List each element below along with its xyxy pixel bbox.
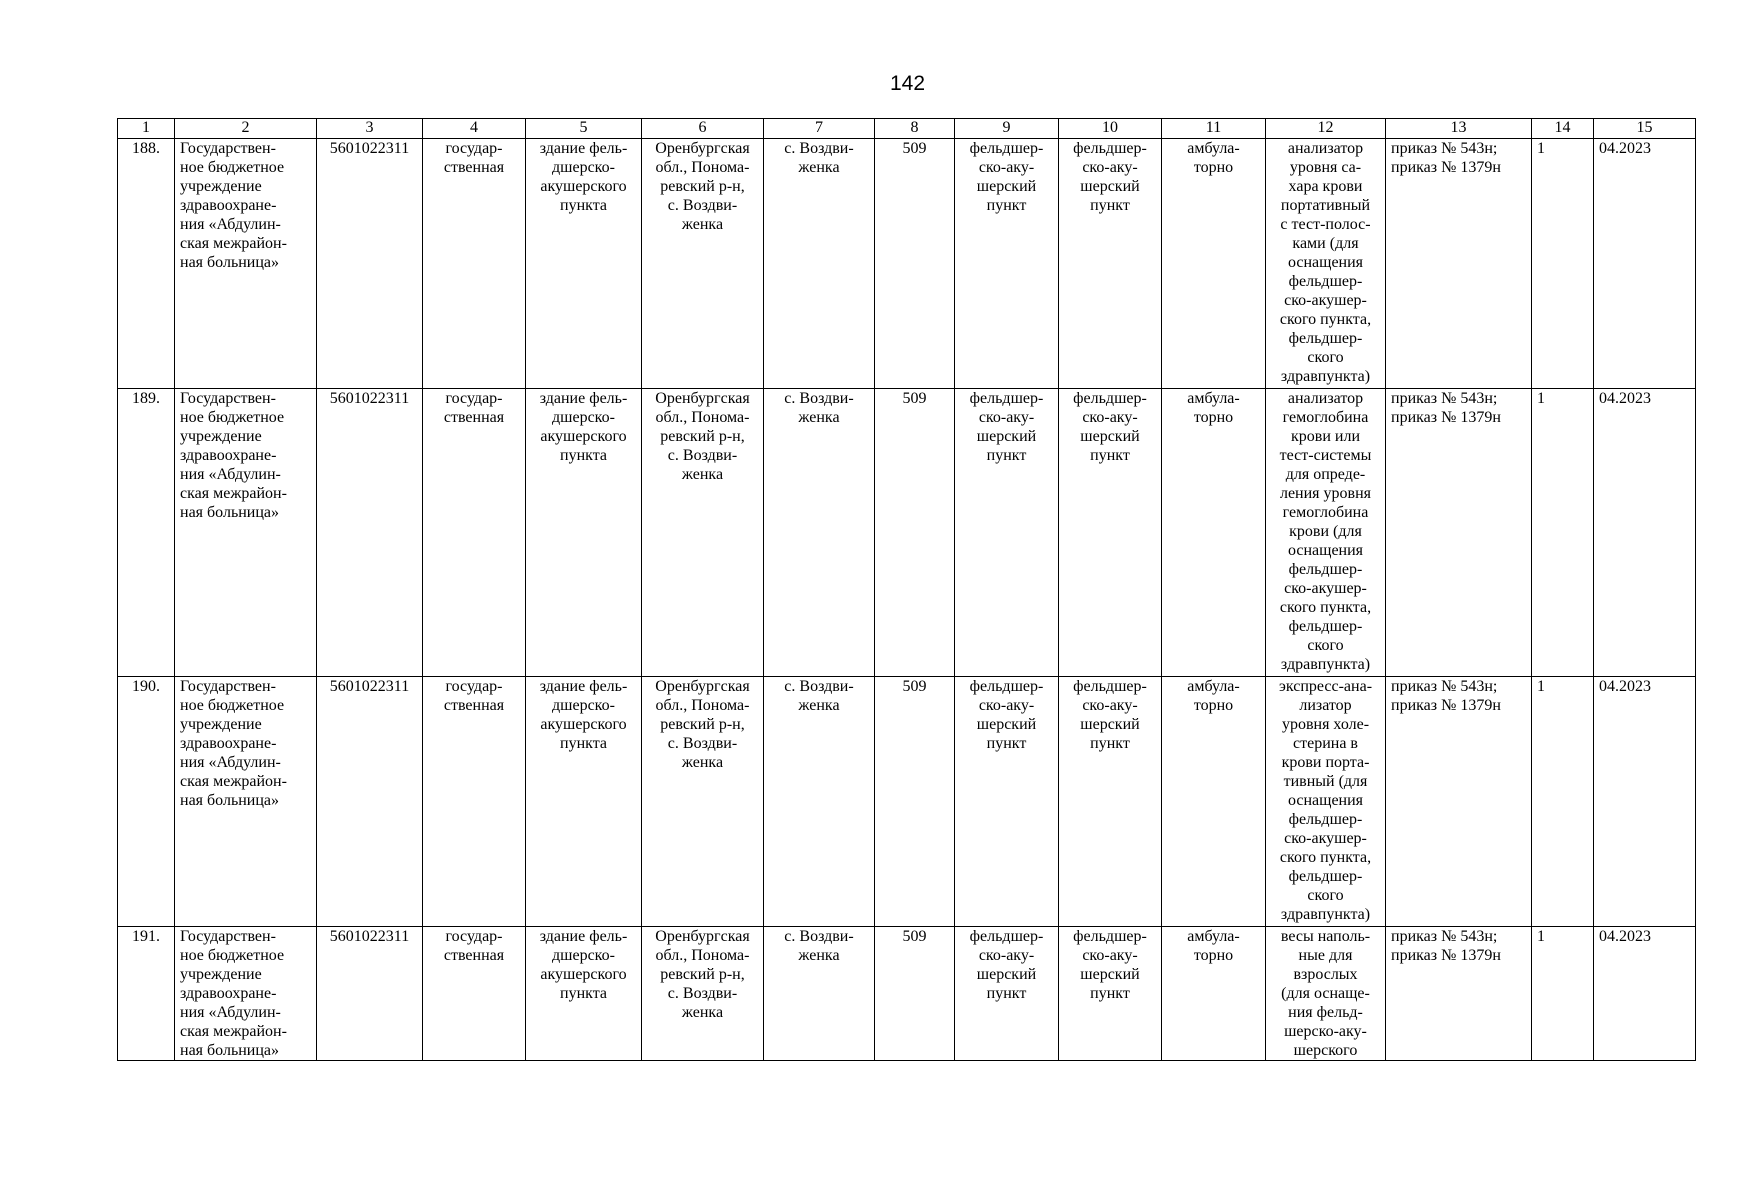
care-conditions: амбула- торно (1162, 389, 1266, 677)
address: Оренбургская обл., Понома- ревский р-н, с. Воздви- женка (642, 677, 764, 927)
building: здание фель- дшерско- акушерского пункта (526, 389, 642, 677)
table-row (118, 677, 1696, 927)
table-row (118, 389, 1696, 677)
organization-name: Государствен- ное бюджетное учреждение здравоохране- ния «Абдулин- ская межрайон- ная больница» (175, 677, 317, 927)
page-number: 142 (889, 72, 926, 95)
date: 04.2023 (1594, 139, 1696, 389)
col-header-1: 1 (118, 119, 175, 139)
ownership-form: государ- ственная (423, 677, 526, 927)
unit: фельдшер- ско-аку- шерский пункт (1059, 389, 1162, 677)
quantity: 1 (1532, 927, 1594, 1061)
building: здание фель- дшерско- акушерского пункта (526, 927, 642, 1061)
table-header (118, 119, 1696, 139)
locality: с. Воздви- женка (764, 389, 875, 677)
col-header-14: 14 (1532, 119, 1594, 139)
code: 509 (875, 389, 955, 677)
col-header-5: 5 (526, 119, 642, 139)
table-row (118, 139, 1696, 389)
registry-table (117, 118, 1696, 1061)
order: приказ № 543н; приказ № 1379н (1386, 677, 1532, 927)
inn: 5601022311 (317, 389, 423, 677)
quantity: 1 (1532, 389, 1594, 677)
inn: 5601022311 (317, 139, 423, 389)
col-header-9: 9 (955, 119, 1059, 139)
row-number: 190. (118, 677, 175, 927)
ownership-form: государ- ственная (423, 927, 526, 1061)
col-header-7: 7 (764, 119, 875, 139)
ownership-form: государ- ственная (423, 139, 526, 389)
order: приказ № 543н; приказ № 1379н (1386, 389, 1532, 677)
organization-name: Государствен- ное бюджетное учреждение здравоохране- ния «Абдулин- ская межрайон- ная больница» (175, 927, 317, 1061)
col-header-8: 8 (875, 119, 955, 139)
organization-name: Государствен- ное бюджетное учреждение здравоохране- ния «Абдулин- ская межрайон- ная больница» (175, 139, 317, 389)
col-header-15: 15 (1594, 119, 1696, 139)
unit: фельдшер- ско-аку- шерский пункт (1059, 927, 1162, 1061)
quantity: 1 (1532, 677, 1594, 927)
care-conditions: амбула- торно (1162, 677, 1266, 927)
equipment: анализатор уровня са- хара крови портативный с тест-полос- ками (для оснащения фельдшер- ско-акушер- ского пункта, фельдшер- ского здравпункта) (1266, 139, 1386, 389)
col-header-6: 6 (642, 119, 764, 139)
row-number: 191. (118, 927, 175, 1061)
order: приказ № 543н; приказ № 1379н (1386, 139, 1532, 389)
date: 04.2023 (1594, 927, 1696, 1061)
code: 509 (875, 139, 955, 389)
row-number: 189. (118, 389, 175, 677)
care-conditions: амбула- торно (1162, 927, 1266, 1061)
date: 04.2023 (1594, 389, 1696, 677)
code: 509 (875, 677, 955, 927)
unit: фельдшер- ско-аку- шерский пункт (1059, 677, 1162, 927)
equipment: экспресс-ана- лизатор уровня холе- стерина в крови порта- тивный (для оснащения фельдшер- ско-акушер- ского пункта, фельдшер- ского здравпункта) (1266, 677, 1386, 927)
unit-type: фельдшер- ско-аку- шерский пункт (955, 677, 1059, 927)
locality: с. Воздви- женка (764, 927, 875, 1061)
building: здание фель- дшерско- акушерского пункта (526, 139, 642, 389)
locality: с. Воздви- женка (764, 139, 875, 389)
equipment: анализатор гемоглобина крови или тест-системы для опреде- ления уровня гемоглобина крови (для оснащения фельдшер- ско-акушер- ского пункта, фельдшер- ского здравпункта) (1266, 389, 1386, 677)
inn: 5601022311 (317, 927, 423, 1061)
col-header-4: 4 (423, 119, 526, 139)
col-header-2: 2 (175, 119, 317, 139)
address: Оренбургская обл., Понома- ревский р-н, с. Воздви- женка (642, 389, 764, 677)
building: здание фель- дшерско- акушерского пункта (526, 677, 642, 927)
address: Оренбургская обл., Понома- ревский р-н, с. Воздви- женка (642, 927, 764, 1061)
col-header-3: 3 (317, 119, 423, 139)
table-row (118, 927, 1696, 1061)
address: Оренбургская обл., Понома- ревский р-н, с. Воздви- женка (642, 139, 764, 389)
col-header-12: 12 (1266, 119, 1386, 139)
care-conditions: амбула- торно (1162, 139, 1266, 389)
inn: 5601022311 (317, 677, 423, 927)
quantity: 1 (1532, 139, 1594, 389)
col-header-10: 10 (1059, 119, 1162, 139)
code: 509 (875, 927, 955, 1061)
col-header-11: 11 (1162, 119, 1266, 139)
organization-name: Государствен- ное бюджетное учреждение здравоохране- ния «Абдулин- ская межрайон- ная больница» (175, 389, 317, 677)
unit-type: фельдшер- ско-аку- шерский пункт (955, 389, 1059, 677)
date: 04.2023 (1594, 677, 1696, 927)
equipment: весы наполь- ные для взрослых (для оснаще- ния фельд- шерско-аку- шерского (1266, 927, 1386, 1061)
col-header-13: 13 (1386, 119, 1532, 139)
ownership-form: государ- ственная (423, 389, 526, 677)
column-number-row (118, 119, 1696, 139)
unit-type: фельдшер- ско-аку- шерский пункт (955, 139, 1059, 389)
order: приказ № 543н; приказ № 1379н (1386, 927, 1532, 1061)
locality: с. Воздви- женка (764, 677, 875, 927)
row-number: 188. (118, 139, 175, 389)
unit-type: фельдшер- ско-аку- шерский пункт (955, 927, 1059, 1061)
unit: фельдшер- ско-аку- шерский пункт (1059, 139, 1162, 389)
